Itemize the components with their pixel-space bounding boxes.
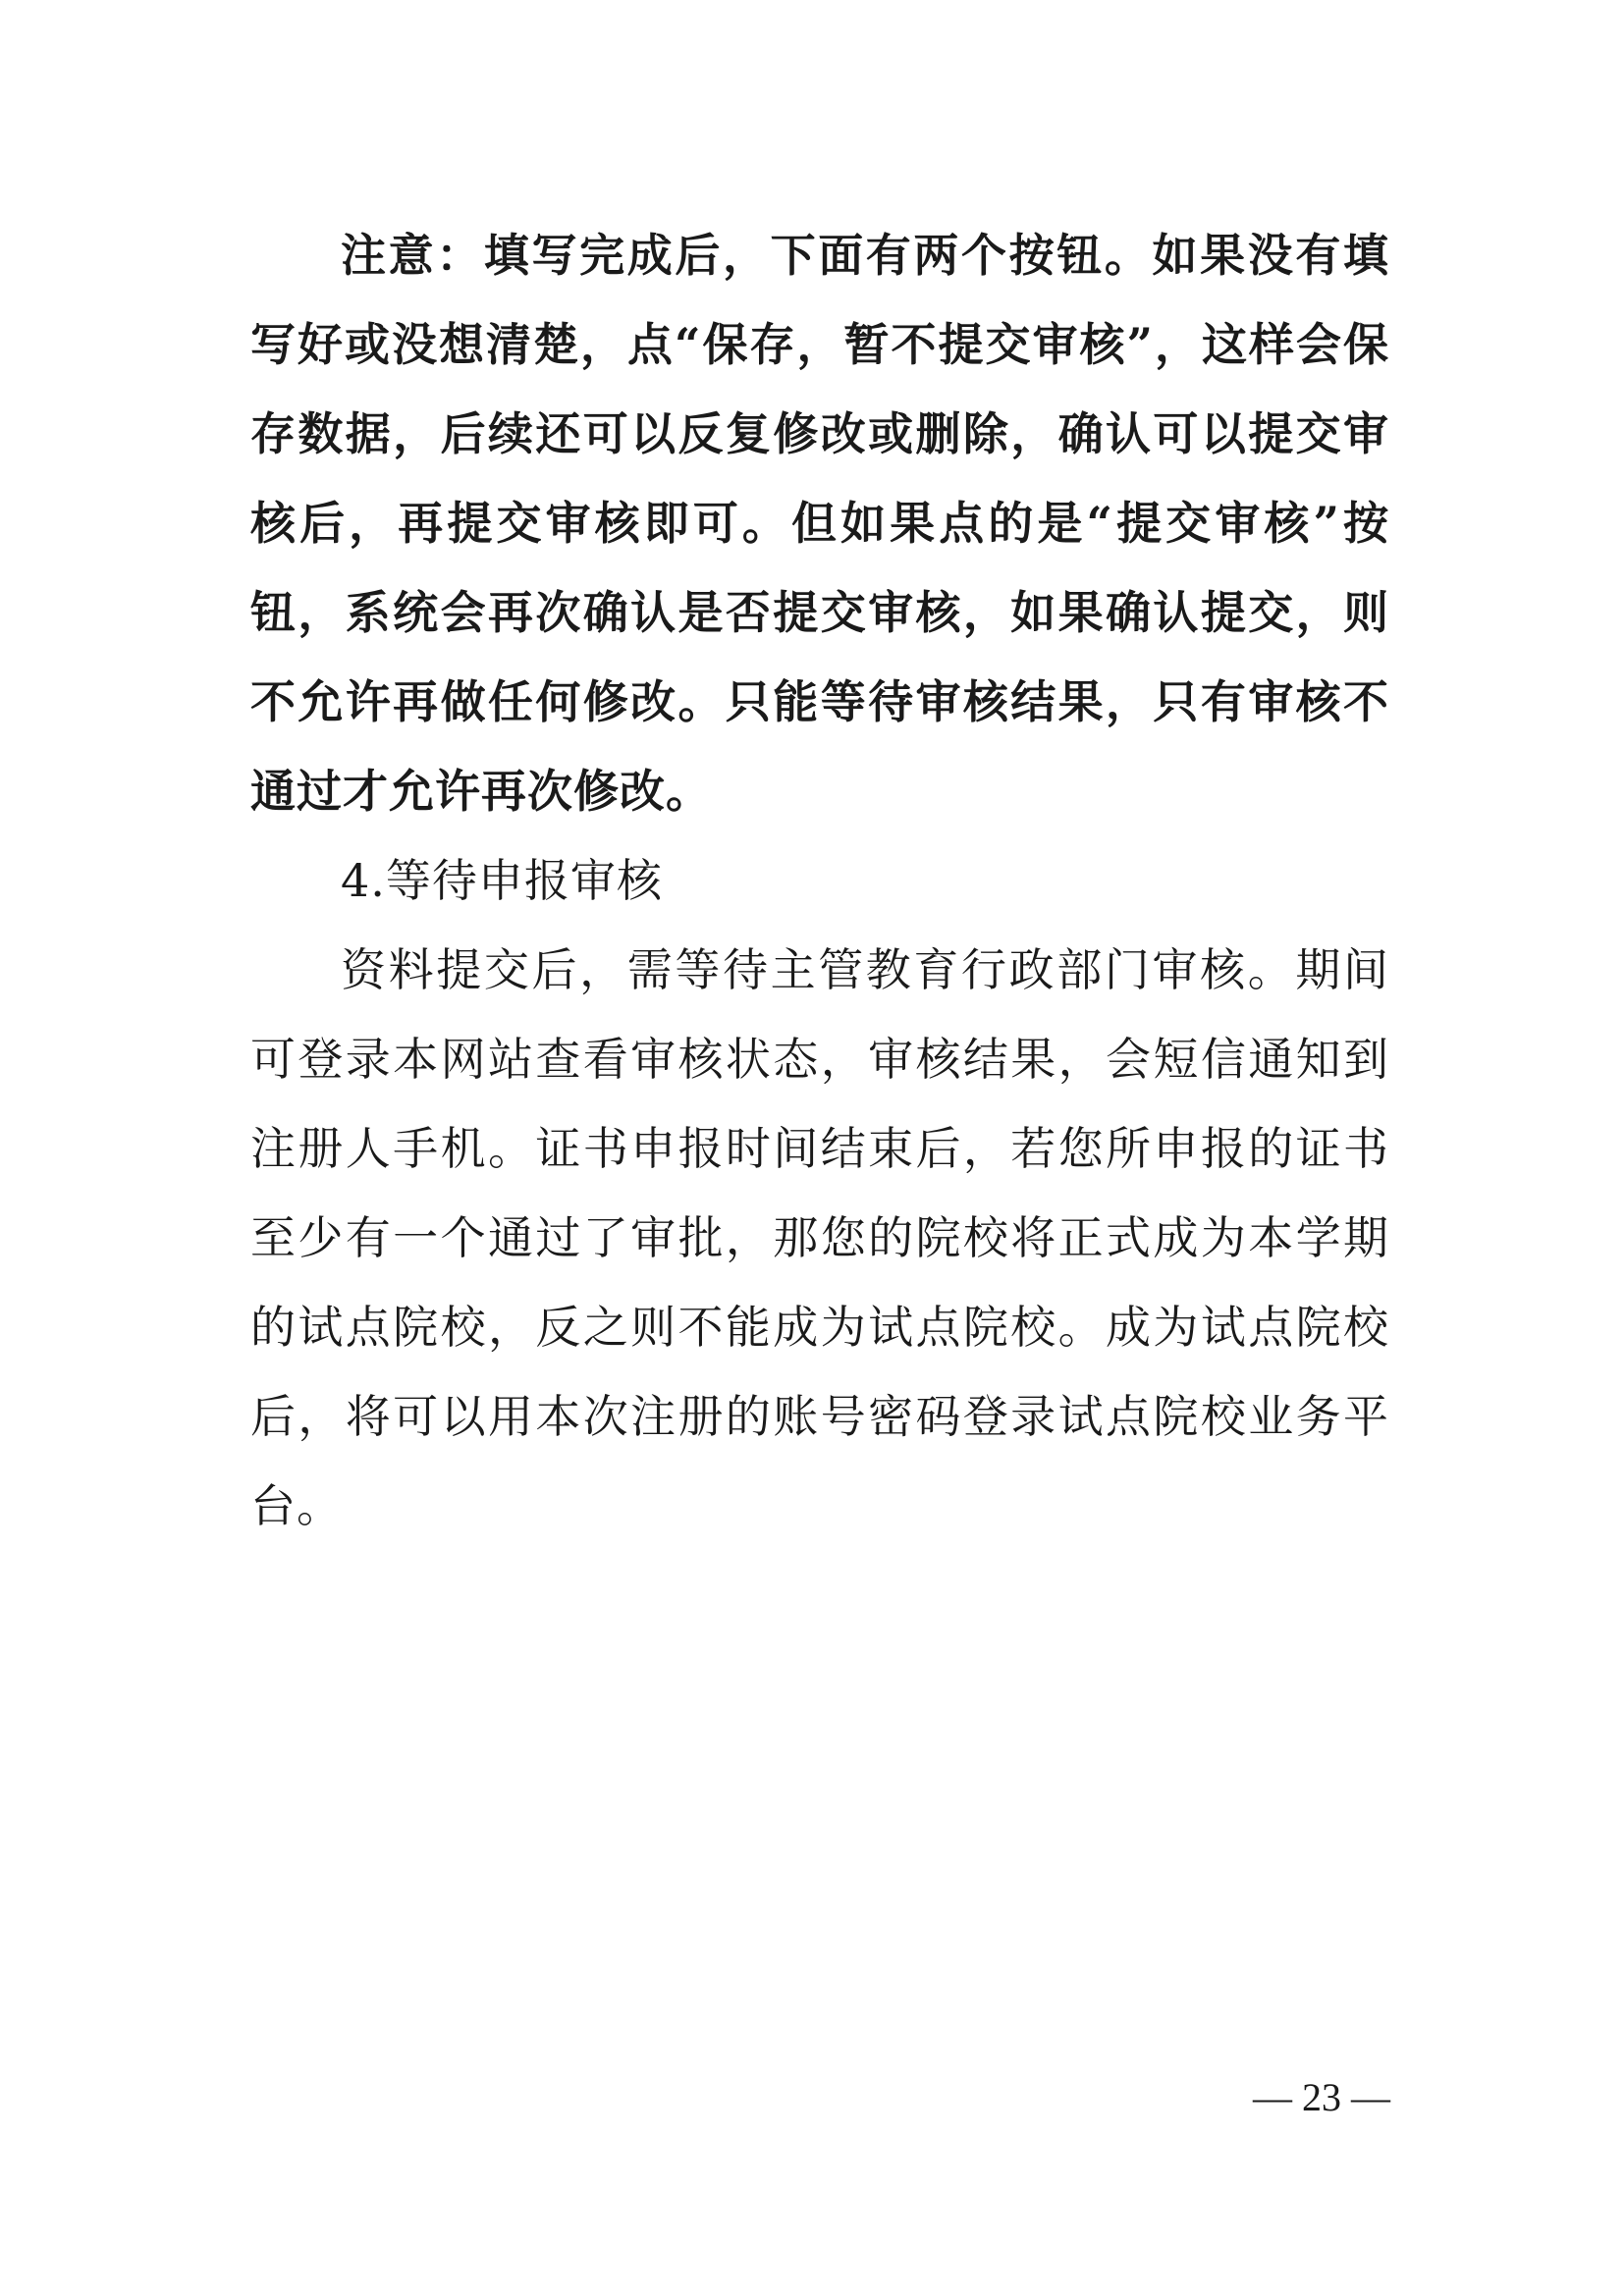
note-paragraph: 注意：填写完成后，下面有两个按钮。如果没有填写好或没想清楚，点“保存，暂不提交审核”，这样会保存数据，后续还可以反复修改或删除，确认可以提交审核后，再提交审核即可。但如果点的是“提交审核”按钮，系统会再次确认是否提交审核，如果确认提交，则不允许再做任何修改。只能等待审核结果，只有审核不通过才允许再次修改。 [250, 229, 1389, 818]
page-number: — 23 — [1253, 2075, 1390, 2119]
section-body-paragraph: 资料提交后，需等待主管教育行政部门审核。期间可登录本网站查看审核状态，审核结果，会短信通知到注册人手机。证书申报时间结束后，若您所申报的证书至少有一个通过了审批，那您的院校将正式成为本学期的试点院校，反之则不能成为试点院校。成为试点院校后，将可以用本次注册的账号密码登录试点院校业务平台。 [250, 943, 1389, 1532]
page-body [250, 211, 1389, 1551]
section-heading: 4.等待申报审核 [341, 854, 663, 907]
